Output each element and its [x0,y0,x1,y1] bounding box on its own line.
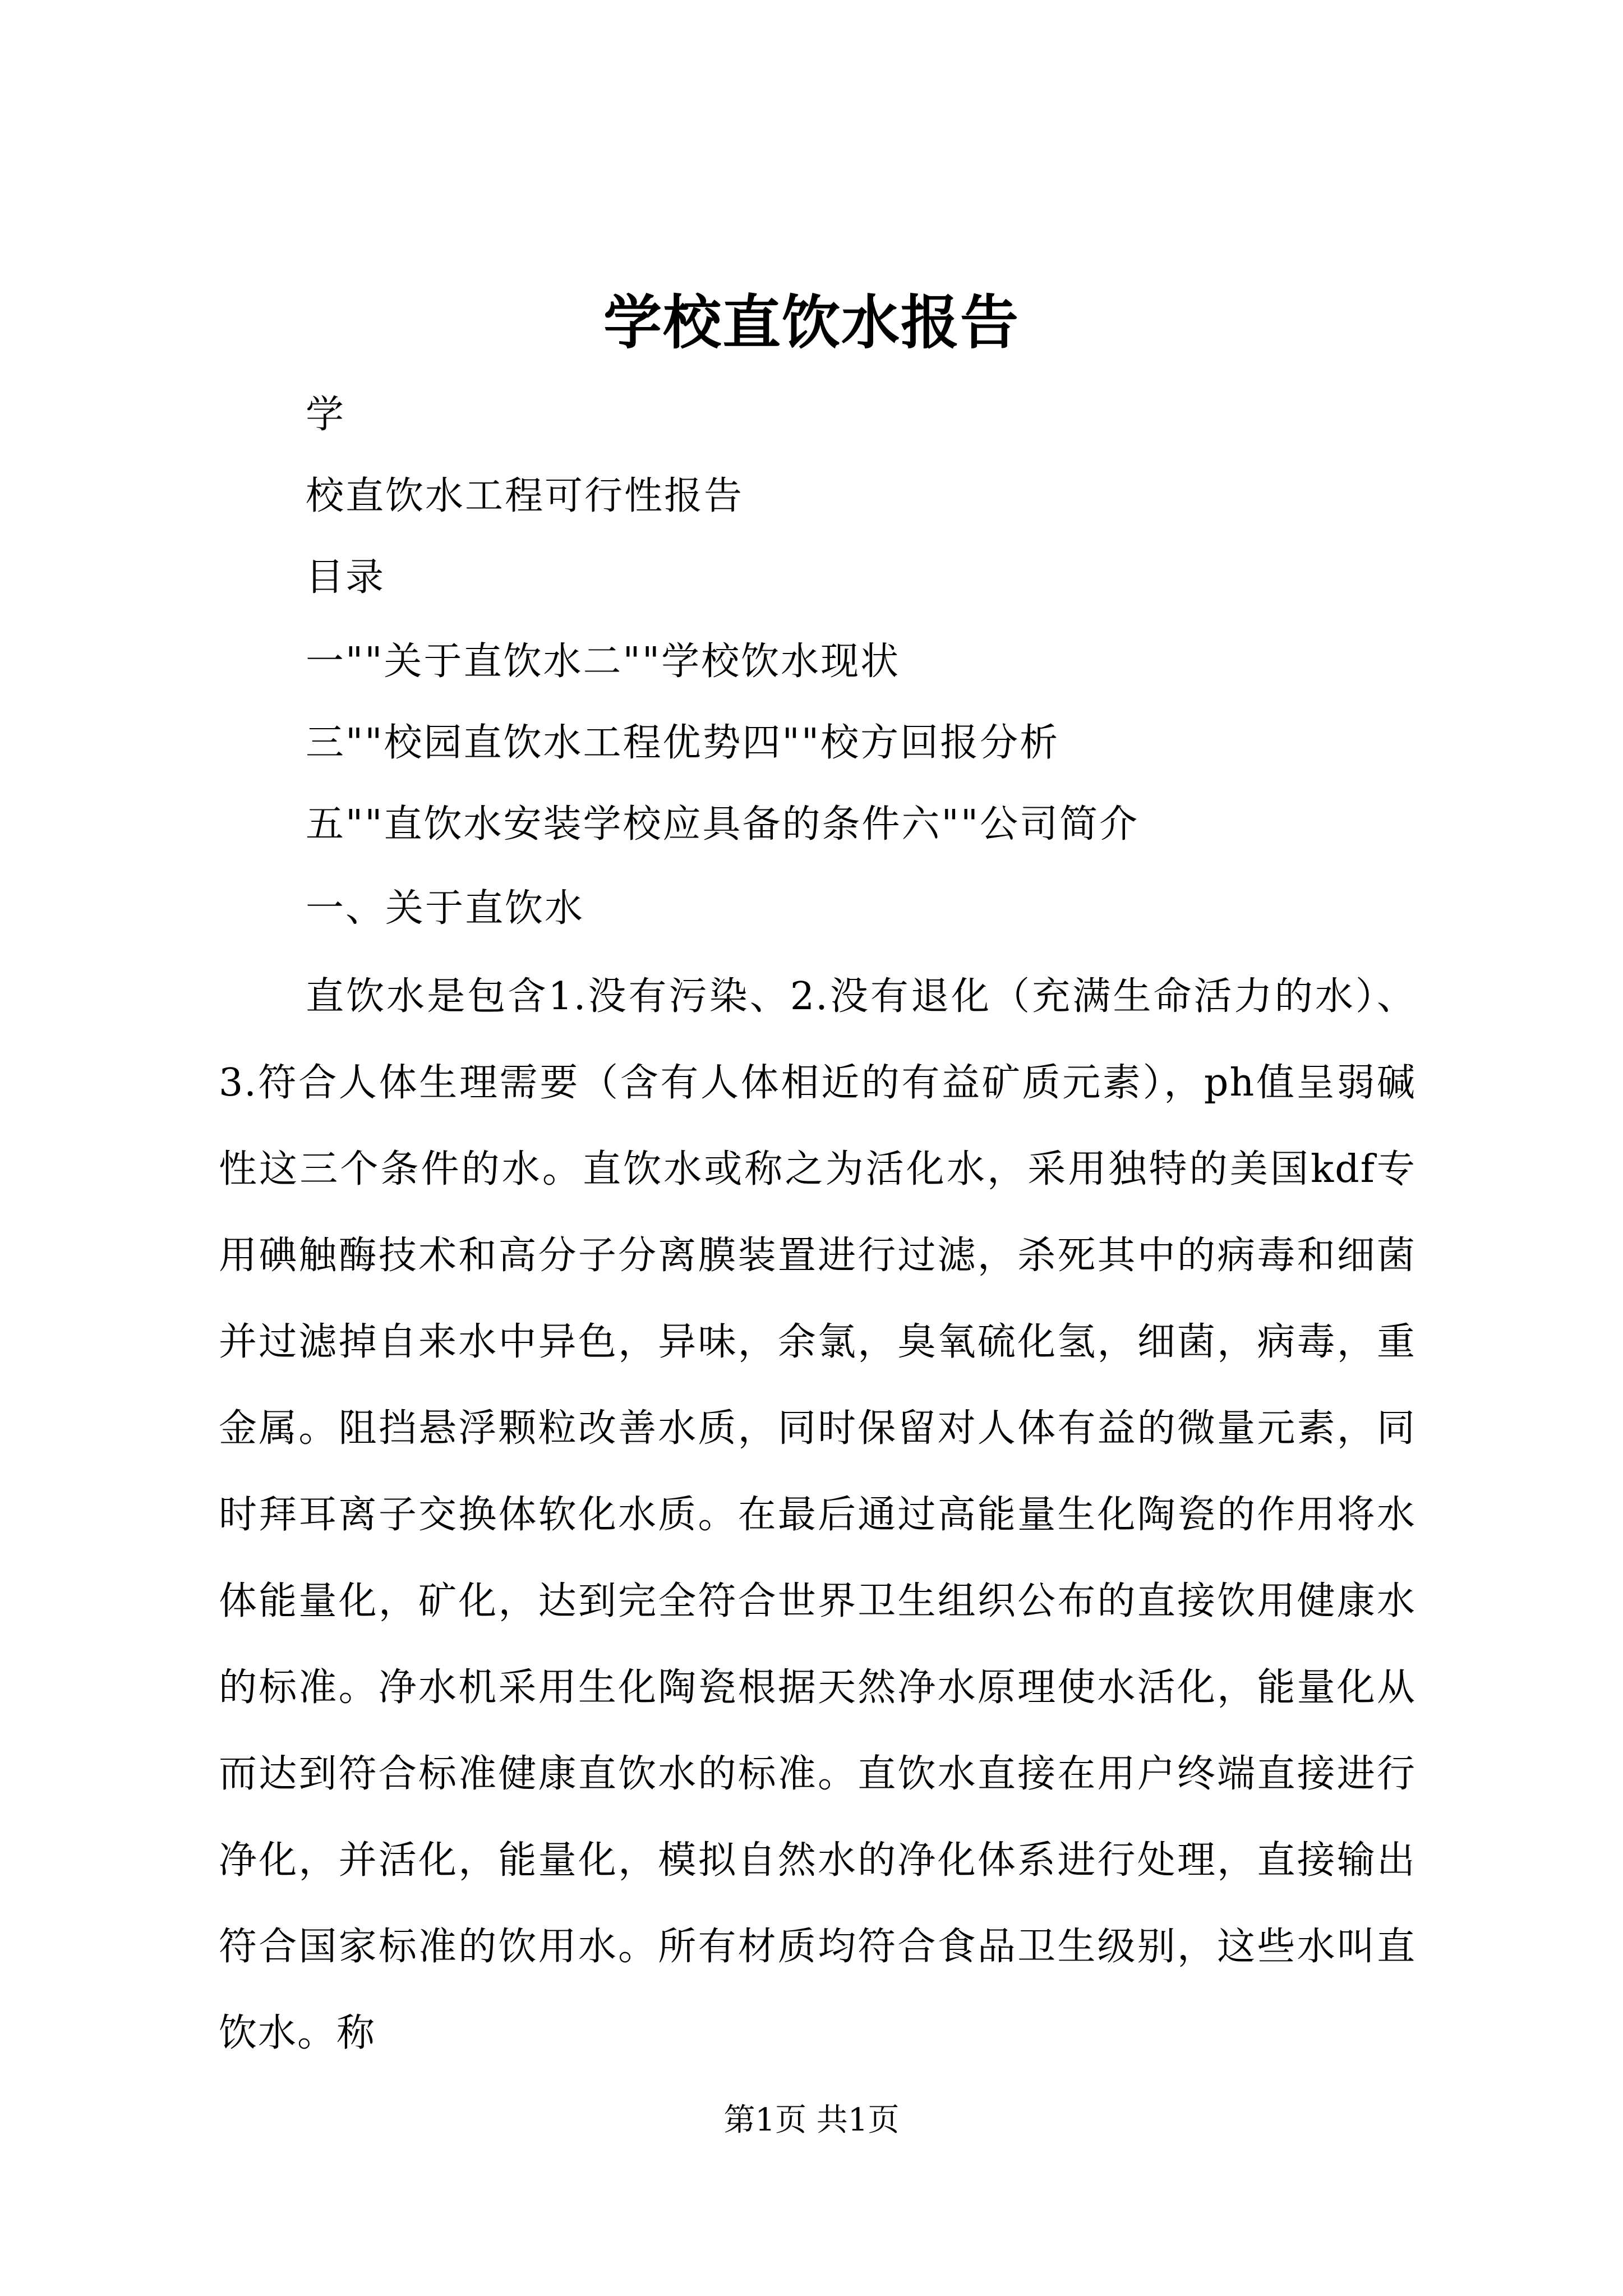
toc-line-1: 一""关于直饮水二""学校饮水现状 [306,639,901,684]
toc-line-2: 三""校园直饮水工程优势四""校方回报分析 [306,721,1060,765]
document-title: 学校直饮水报告 [603,288,1020,357]
page-footer: 第1页 共1页 [723,2102,900,2138]
body-paragraph: 直饮水是包含1.没有污染、2.没有退化（充满生命活力的水）、3.符合人体生理需要（含有人体相近的有益矿质元素），ph值呈弱碱性这三个条件的水。直饮水或称之为活化水，采用独特的美国kdf专用碘触酶技术和高分子分离膜装置进行过滤，杀死其中的病毒和细菌并过滤掉自来水中异色，异味，余氯，臭氧硫化氢，细菌，病毒，重金属。阻挡悬浮颗粒改善水质，同时保留对人体有益的微量元素，同时拜耳离子交换体软化水质。在最后通过高能量生化陶瓷的作用将水体能量化，矿化，达到完全符合世界卫生组织公布的直接饮用健康水的标准。净水机采用生化陶瓷根据天然净水原理使水活化，能量化从而达到符合标准健康直饮水的标准。直饮水直接在用户终端直接进行净化，并活化，能量化，模拟自然水的净化体系进行处理，直接输出符合国家标准的饮用水。所有材质均符合食品卫生级别，这些水叫直饮水。称 [219,974,1416,2055]
toc-heading: 目录 [306,555,386,600]
section-heading: 一、关于直饮水 [306,886,585,931]
toc-line-3: 五""直饮水安装学校应具备的条件六""公司简介 [306,802,1140,846]
text-line-1: 学 [306,393,346,437]
text-line-2: 校直饮水工程可行性报告 [306,474,744,518]
